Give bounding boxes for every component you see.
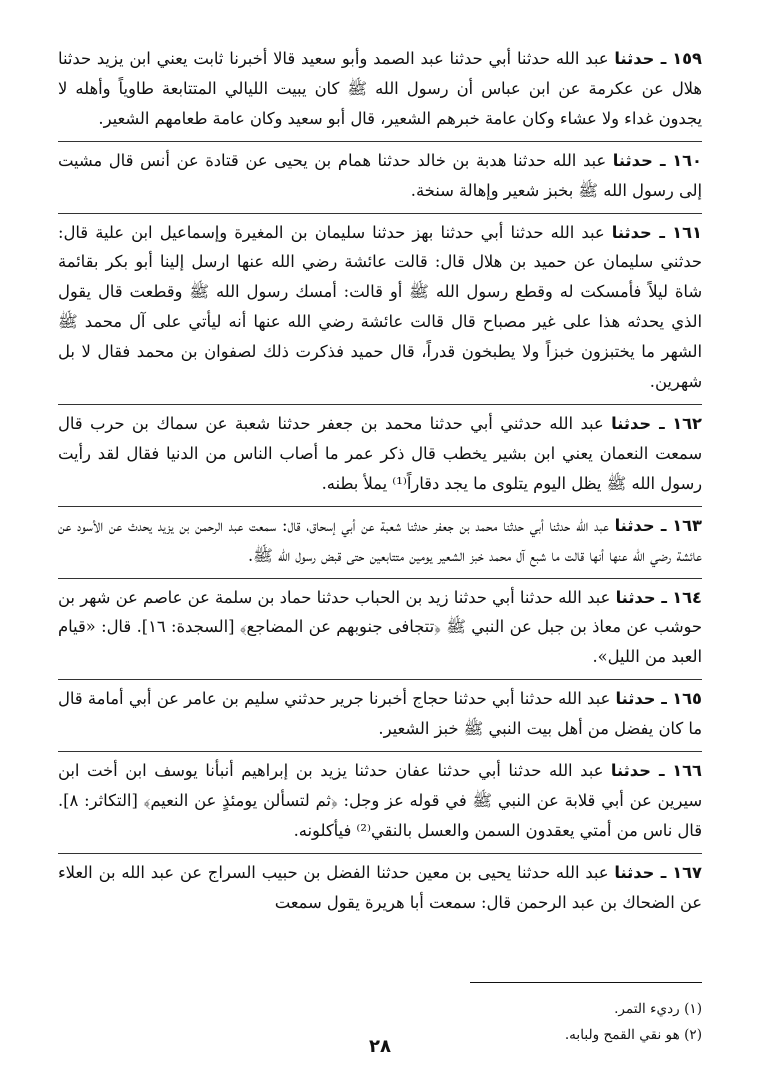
hadith-opening: ـ حدثنا <box>610 761 665 781</box>
hadith-number: ١٥٩ <box>672 49 702 68</box>
hadith-number: ١٦٠ <box>672 150 702 170</box>
hadith-paragraph <box>58 583 702 677</box>
hadith-number: ١٦٤ <box>672 587 702 607</box>
hadith-paragraph <box>58 409 702 503</box>
hadith-paragraph <box>58 858 702 922</box>
divider <box>58 853 702 854</box>
hadith-paragraph <box>58 511 702 575</box>
divider <box>58 751 702 752</box>
hadith-number: ١٦٢ <box>672 413 702 433</box>
divider <box>58 404 702 405</box>
book-page <box>58 44 702 1074</box>
hadith-text: عبد الله حدثنا أبي حدثنا عفان حدثنا يزيد بن إبراهيم أنبأنا يوسف ابن أخت ابن سيرين عن أبي قلابة عن النبي ﷺ في قوله عز وجل: ﴿ثم لتسألن يومئذٍ عن النعيم﴾ [التكاثر: ٨]. قال ناس من أمتي يعقدون السمن والعسل بالنقي⁽²⁾ فيأكلونه. <box>58 761 702 840</box>
hadith-text: عبد الله حدثنا أبي حدثنا زيد بن الحباب حدثنا حماد بن سلمة عن عاصم عن شهر بن حوشب عن معاذ بن جبل عن النبي ﷺ ﴿تتجافى جنوبهم عن المضاجع﴾ [السجدة: ١٦]. قال: «قيام العبد من الليل». <box>58 587 702 667</box>
divider <box>58 679 702 680</box>
hadith-opening: ـ حدثنا <box>615 689 667 709</box>
hadith-paragraph <box>58 218 702 401</box>
hadith-paragraph <box>58 146 702 210</box>
hadith-paragraph <box>58 684 702 748</box>
hadith-number: ١٦٧ <box>672 862 702 882</box>
hadith-text: عبد الله حدثني أبي حدثنا محمد بن جعفر حدثنا شعبة عن سماك بن حرب قال سمعت النعمان يعني ابن بشير يخطب قال ذكر عمر ما أصاب الناس من الدنيا فقال لقد رأيت رسول الله ﷺ يظل اليوم يتلوى ما يجد دقاراً⁽¹⁾ يملأ بطنه. <box>58 413 702 493</box>
hadith-paragraph <box>58 756 702 850</box>
hadith-text: عبد الله حدثنا أبي حدثنا عبد الصمد وأبو سعيد قالا أخبرنا ثابت يعني ابن يزيد حدثنا هلال عن عكرمة عن ابن عباس أن رسول الله ﷺ كان يبيت الليالي المتتابعة طاوياً وأهله لا يجدون غداء ولا عشاء وكان عامة خبرهم الشعير، قال أبو سعيد وكان عامة طعامهم الشعير. <box>58 49 702 128</box>
divider <box>58 141 702 142</box>
hadith-text: عبد الله حدثنا هدبة بن خالد حدثنا همام بن يحيى عن قتادة عن أنس قال مشيت إلى رسول الله ﷺ بخبز شعير وإهالة سنخة. <box>58 150 702 200</box>
hadith-number: ١٦١ <box>672 222 702 242</box>
hadith-number: ١٦٦ <box>672 761 702 781</box>
footnote-1: (١) رديء التمر. <box>614 1001 702 1017</box>
divider <box>58 213 702 214</box>
hadith-opening: ـ حدثنا <box>611 413 665 433</box>
hadith-opening: ـ حدثنا <box>615 587 667 607</box>
hadith-opening: ـ حدثنا <box>611 222 665 242</box>
hadith-number: ١٦٥ <box>672 689 702 709</box>
hadith-opening: ـ حدثنا <box>612 150 666 170</box>
divider <box>58 578 702 579</box>
page-number: ٢٨ <box>369 1036 391 1057</box>
hadith-opening: ـ حدثنا <box>614 515 667 535</box>
hadith-text: عبد الله حدثنا أبي حدثنا حجاج أخبرنا جرير حدثني سليم بن عامر عن أبي أمامة قال ما كان يفضل من أهل بيت النبي ﷺ خبز الشعير. <box>58 689 702 739</box>
footnote-rule <box>470 982 702 983</box>
hadith-opening: ـ حدثنا <box>614 49 667 68</box>
footnote-2: (٢) هو نقي القمح ولبابه. <box>564 1027 702 1043</box>
divider <box>58 506 702 507</box>
hadith-number: ١٦٣ <box>672 515 702 535</box>
hadith-list <box>58 44 702 922</box>
hadith-text: عبد الله حدثنا أبي حدثنا محمد بن جعفر حدثنا شعبة عن أبي إسحاق، قال: سمعت عبد الرحمن بن يزيد يحدث عن الأسود عن عائشة رضي الله عنها أنها قالت ما شبع آل محمد خبز الشعير يومين متتابعين حتى قبض رسول الله ﷺ. <box>58 515 702 565</box>
hadith-text: عبد الله حدثنا يحيى بن معين حدثنا الفضل بن حبيب السراج عن عبد الله بن العلاء عن الضحاك بن عبد الرحمن قال: سمعت أبا هريرة يقول سمعت <box>58 862 702 912</box>
hadith-opening: ـ حدثنا <box>614 862 667 882</box>
hadith-paragraph <box>58 44 702 138</box>
hadith-text: عبد الله حدثنا أبي حدثنا بهز حدثنا سليمان بن المغيرة وإسماعيل ابن علية قال: حدثني سليمان عن حميد بن هلال قال: قالت عائشة رضي الله عنها ارسل إلينا أبو بكر بقائمة شاة ليلاً فأمسكت له وقطع رسول الله ﷺ أو قالت: أمسك رسول الله ﷺ وقطعت قال يقول الذي يحدثه هذا على غير مصباح قال قالت عائشة رضي الله عنها أنه ليأتي على آل محمد ﷺ الشهر ما يختبزون خبزاً ولا يطبخون قدراً، قال حميد فذكرت ذلك لصفوان بن محمد فقال لا بل شهرين. <box>58 222 702 392</box>
